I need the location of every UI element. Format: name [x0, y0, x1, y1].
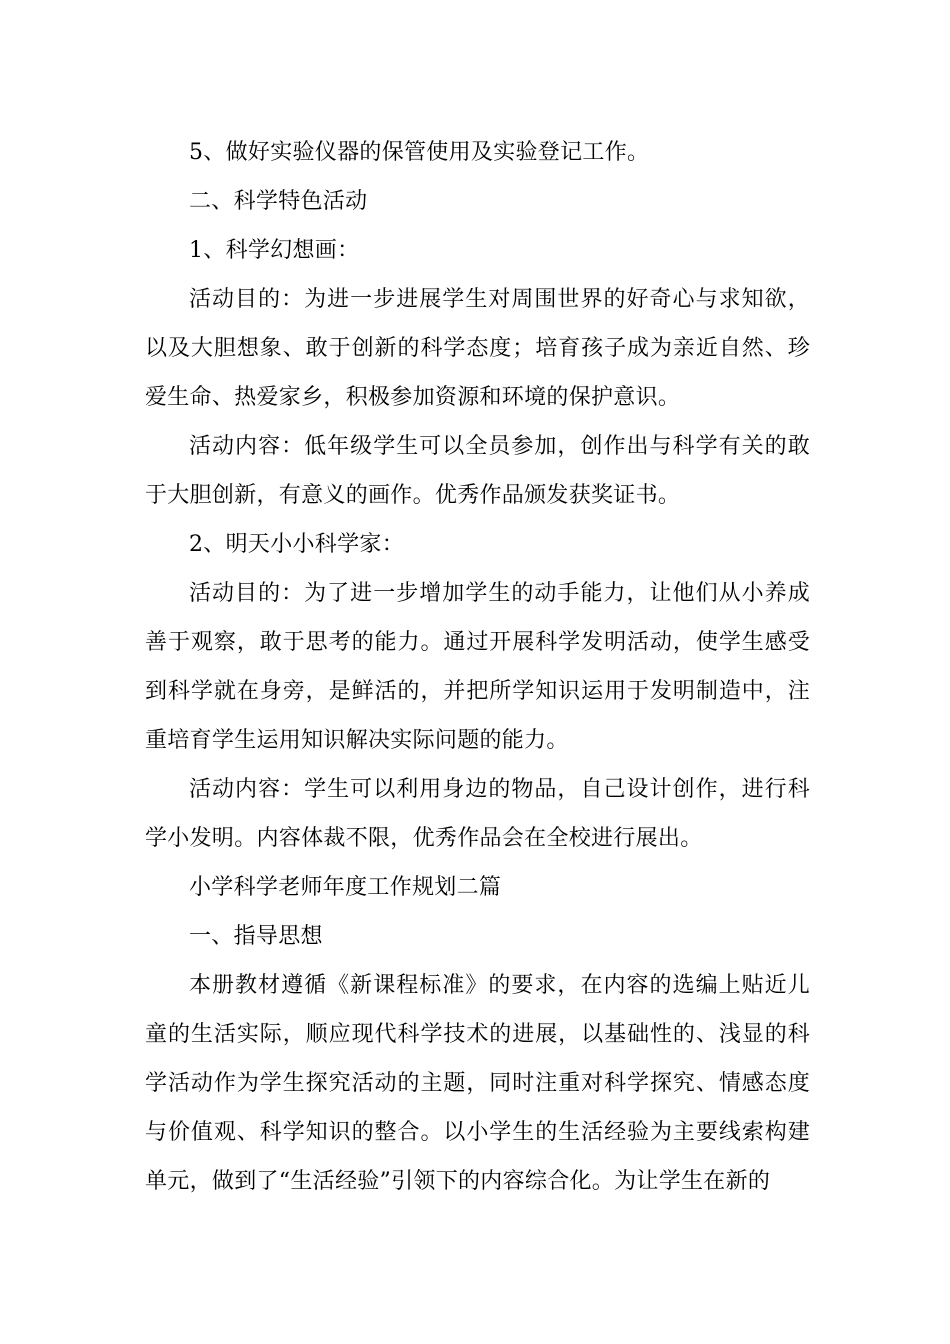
document-body	[145, 128, 810, 1206]
document-section-title: 小学科学老师年度工作规划二篇	[189, 875, 502, 900]
paragraph-item-equipment: 5、做好实验仪器的保管使用及实验登记工作。	[189, 140, 650, 165]
subheading-little-scientist: 2、明天小小科学家：	[189, 532, 404, 557]
paragraph-textbook-overview: 本册教材遵循《新课程标准》的要求，在内容的选编上贴近儿童的生活实际，顺应现代科学技术的进展，以基础性的、浅显的科学活动作为学生探究活动的主题，同时注重对科学探究、情感态度与价值观、科学知识的整合。以小学生的生活经验为主要线索构建单元，做到了“生活经验”引领下的内容综合化。为让学生在新的	[145, 973, 810, 1194]
section-heading-guiding-thought: 一、指导思想	[189, 924, 323, 949]
paragraph-scientist-content: 活动内容：学生可以利用身边的物品，自己设计创作，进行科学小发明。内容体裁不限，优秀作品会在全校进行展出。	[145, 777, 810, 851]
subheading-science-fantasy-drawing: 1、科学幻想画：	[189, 238, 360, 263]
paragraph-drawing-purpose: 活动目的：为进一步进展学生对周围世界的好奇心与求知欲，以及大胆想象、敢于创新的科学态度；培育孩子成为亲近自然、珍爱生命、热爱家乡，积极参加资源和环境的保护意识。	[145, 287, 810, 410]
paragraph-scientist-purpose: 活动目的：为了进一步增加学生的动手能力，让他们从小养成善于观察，敢于思考的能力。通过开展科学发明活动，使学生感受到科学就在身旁，是鲜活的，并把所学知识运用于发明制造中，注重培育学生运用知识解决实际问题的能力。	[145, 581, 810, 753]
section-heading-science-activities: 二、科学特色活动	[189, 189, 368, 214]
paragraph-drawing-content: 活动内容：低年级学生可以全员参加，创作出与科学有关的敢于大胆创新，有意义的画作。优秀作品颁发获奖证书。	[145, 434, 810, 508]
